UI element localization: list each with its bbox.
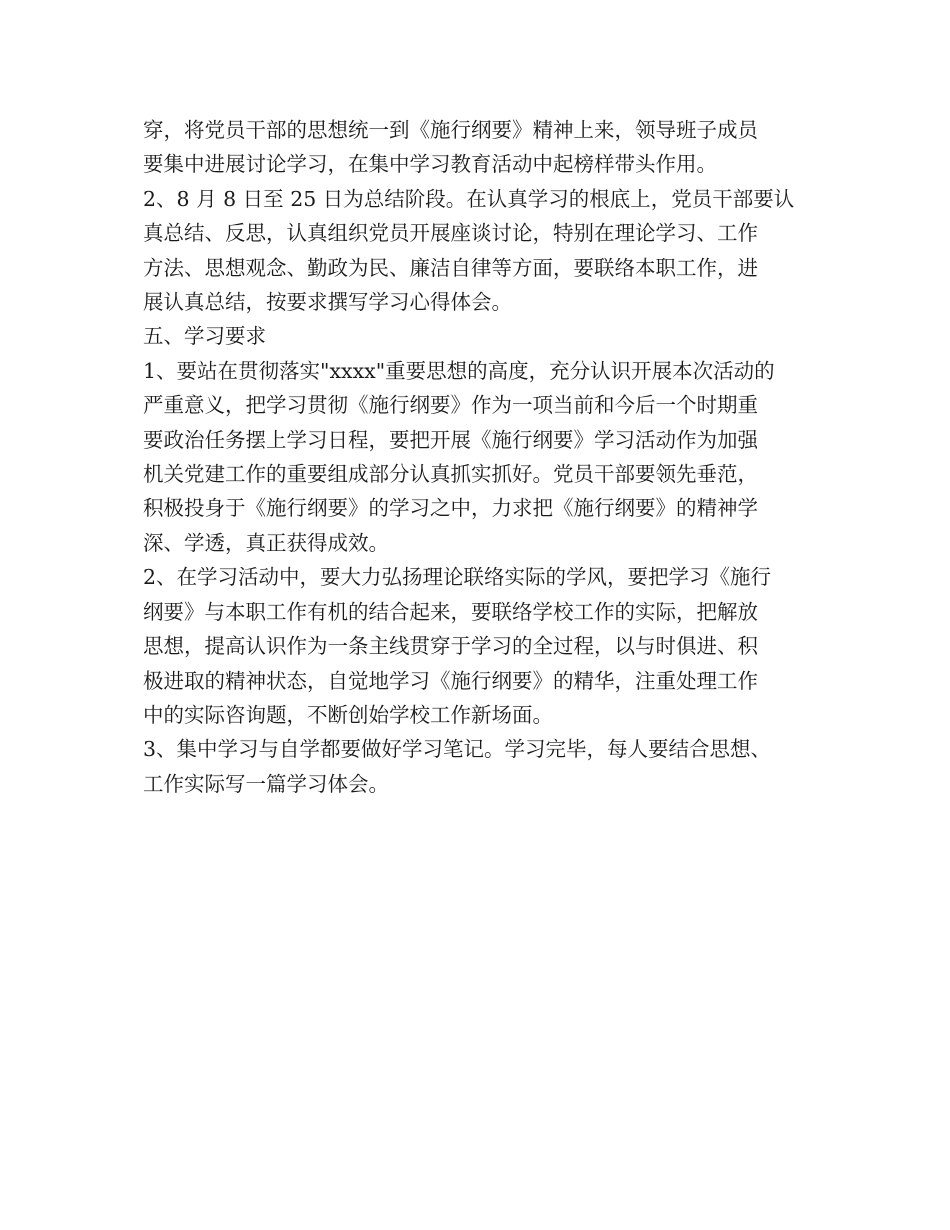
text-line: 方法、思想观念、勤政为民、廉洁自律等方面，要联络本职工作，进 [143, 255, 758, 280]
paragraph-3 [143, 354, 811, 560]
text-line: 2、8 月 8 日至 25 日为总结阶段。在认真学习的根底上，党员干部要认 [143, 186, 795, 211]
text-line: 要集中进展讨论学习，在集中学习教育活动中起榜样带头作用。 [143, 152, 717, 177]
text-line: 纲要》与本职工作有机的结合起来，要联络学校工作的实际，把解放 [143, 599, 758, 624]
text-line: 2、在学习活动中，要大力弘扬理论联络实际的学风，要把学习《施行 [143, 565, 772, 590]
paragraph-4 [143, 560, 811, 732]
text-line: 深、学透，真正获得成效。 [143, 530, 389, 555]
paragraph-1 [143, 113, 811, 182]
heading-line: 五、学习要求 [143, 324, 266, 349]
text-line: 穿，将党员干部的思想统一到《施行纲要》精神上来，领导班子成员 [143, 118, 758, 142]
paragraph-5 [143, 732, 811, 801]
text-line: 机关党建工作的重要组成部分认真抓实抓好。党员干部要领先垂范， [143, 462, 758, 487]
text-line: 要政治任务摆上学习日程，要把开展《施行纲要》学习活动作为加强 [143, 427, 758, 452]
text-line: 极进取的精神状态，自觉地学习《施行纲要》的精华，注重处理工作 [143, 668, 758, 693]
paragraph-2 [143, 182, 811, 320]
text-line: 展认真总结，按要求撰写学习心得体会。 [143, 290, 512, 315]
document-page [143, 113, 811, 801]
text-line: 3、集中学习与自学都要做好学习笔记。学习完毕，每人要结合思想、 [143, 737, 772, 762]
text-line: 真总结、反思，认真组织党员开展座谈讨论，特别在理论学习、工作 [143, 221, 758, 246]
text-line: 1、要站在贯彻落实"xxxx"重要思想的高度，充分认识开展本次活动的 [143, 358, 775, 383]
text-line: 思想，提高认识作为一条主线贯穿于学习的全过程，以与时俱进、积 [143, 634, 758, 659]
text-line: 工作实际写一篇学习体会。 [143, 771, 389, 796]
section-heading [143, 319, 811, 353]
text-line: 严重意义，把学习贯彻《施行纲要》作为一项当前和今后一个时期重 [143, 393, 758, 418]
text-line: 积极投身于《施行纲要》的学习之中，力求把《施行纲要》的精神学 [143, 496, 758, 521]
text-line: 中的实际咨询题，不断创始学校工作新场面。 [143, 702, 553, 727]
